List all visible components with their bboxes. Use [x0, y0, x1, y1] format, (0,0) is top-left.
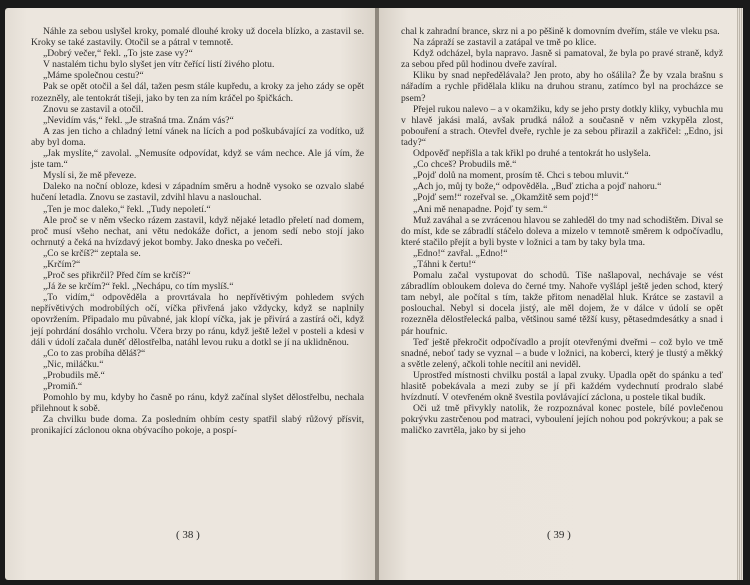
- paragraph: Teď ještě překročit odpočívadlo a projít otevřenými dveřmi – což bylo ve tmě snadné, neboť tady se vyznal – a bude v ložnici, na koberci, který je tlustý a měkký a světle zelený, ačkoli tohle necítil ani neviděl.: [401, 336, 723, 370]
- paragraph: Kliku by snad nepředělávala? Jen proto, aby ho ošálila? Že by vzala brašnu s nářadím a rychle přidělala kliku na druhou stranu, zatímco byl na procházce se psem?: [401, 70, 723, 104]
- paragraph: „Nevidím vás,“ řekl. „Je strašná tma. Znám vás?“: [43, 114, 234, 126]
- paragraph: Znovu se zastavil a otočil.: [43, 103, 144, 115]
- page-edges: [737, 8, 743, 580]
- paragraph: „Táhni k čertu!“: [413, 258, 476, 270]
- paragraph: V nastalém tichu bylo slyšet jen vítr čeřící listí živého plotu.: [43, 59, 275, 71]
- paragraph: „Edno!“ zavřal. „Edno!“: [413, 247, 508, 259]
- paragraph: „Ach jo, můj ty bože,“ odpověděla. „Buď zticha a pojď nahoru.“: [413, 181, 662, 193]
- paragraph: „Co chceš? Probudils mě.“: [413, 159, 517, 171]
- open-book: [5, 8, 743, 580]
- paragraph: Oči už tmě přivykly natolik, že rozpoznával konec postele, bílé povlečenou pokrývku zastrčenou pod matraci, vyboulení jejích nohou pod pokrývkou; a pak se maličko zavrtěla, jako by si jeho: [401, 403, 723, 437]
- paragraph: Daleko na noční obloze, kdesi v západním směru a hodně vysoko se ozvalo slabé hučení letadla. Znovu se zastavil, zdvihl hlavu a naslouchal.: [31, 181, 364, 204]
- left-page-text: [31, 26, 364, 436]
- paragraph: Pomalu začal vystupovat do schodů. Tiše našlapoval, nechávaje se vést zábradlím obloukem doleva do černé tmy. Nahoře vyšlápl ještě jeden schod, který tam nebyl, ale počítal s tím, takže přitom nenadělal hluk. Krátce se zastavil a poslouchal. Nebyl si docela jistý, ale měl dojem, že v dálce v údolí se opět rozezněla dělostřelecká palba, většinou samé těžší kusy, pětasedmdesátky a snad i pár houfnic.: [401, 270, 723, 337]
- paragraph: Když odcházel, byla napravo. Jasně si pamatoval, že byla po pravé straně, když za sebou před půl hodinou dveře zavíral.: [401, 48, 723, 71]
- right-page-text: [401, 26, 723, 436]
- left-page: [5, 8, 377, 580]
- paragraph: Muž zaváhal a se zvrácenou hlavou se zahleděl do tmy nad schodištěm. Dival se do míst, kde se zábradlí stáčelo doleva a mizelo v temnotě směrem k odpočívadlu, které stačilo přejít a byli byste v ložnici a tam by taky byla tma.: [401, 214, 723, 248]
- paragraph: Náhle za sebou uslyšel kroky, pomalé dlouhé kroky už docela blízko, a zastavil se. Kroky se také zastavily. Otočil se a pátral v temnotě.: [31, 26, 364, 49]
- paragraph: „To vidím,“ odpověděla a provrtávala ho nepřívětivým pohledem svých nepřívětivých modrobílých očí, víčka přivřená jako vždycky, když se naplnily opovržením. Připadalo mu půvabné, jak klopí víčka, jak je přivírá a zastírá oči, když její pohrdání dosáhlo vrcholu. Včera brzy po ránu, když ještě ležel v posteli a kdesi v dáli v údolí začala duněť dělostřelba, natáhl levou ruku a dotkl se jí na uklidněnou.: [31, 292, 364, 348]
- paragraph: Přejel rukou nalevo – a v okamžiku, kdy se jeho prsty dotkly kliky, vybuchla mu v hlavě jakási malá, avšak prudká nálož a současně v něm vzkypěla zlost, pobouření a strach. Otevřel dveře, rychle je za sebou přirazil a zakřičel: „Edno, jsi tady?“: [401, 103, 723, 148]
- paragraph: chal k zahradní brance, skrz ni a po pěšině k domovním dveřím, stále ve vleku psa.: [401, 26, 720, 37]
- paragraph: „Dobrý večer,“ řekl. „To jste zase vy?“: [43, 48, 193, 60]
- paragraph: Uprostřed místnosti chvilku postál a lapal zvuky. Upadla opět do spánku a teď hlasitě pobekávala a mezi zuby se jí při každém vydechnutí prodralo slabé hvízdnutí. V otevřeném okně švestila povlávající záclona, u postele tikal budík.: [401, 369, 723, 404]
- paragraph: Pak se opět otočil a šel dál, tažen pesm stále kupředu, a kroky za jeho zády se opět rozezněly, ale tentokrát tišeji, jako by ten za ním kráčel po špičkách.: [31, 81, 364, 104]
- paragraph: Na zápraží se zastavil a zatápal ve tmě po klice.: [413, 37, 597, 49]
- paragraph: „Máme společnou cestu?“: [43, 70, 144, 82]
- right-page: [379, 8, 743, 580]
- paragraph: „Co se krčíš?“ zeptala se.: [43, 247, 141, 259]
- paragraph: Myslí si, že mě převeze.: [43, 170, 137, 182]
- paragraph: „Co to zas probíha děláš?“: [43, 347, 146, 359]
- paragraph: „Promiň.“: [43, 381, 83, 392]
- paragraph: „Pojď sem!“ rozeřval se. „Okamžitě sem pojď!“: [413, 192, 599, 204]
- paragraph: „Proč ses přikrčil? Před čím se krčíš?“: [43, 270, 191, 282]
- paragraph: Ale proč se v něm všecko rázem zastavil, když nějaké letadlo přeletí nad domem, proč musí všeho nechat, ani větu nedokáže dořict, a jenom sedí nebo stojí jako ochrnutý a čeká na hvízdavý jekot bomby. Jako dneska po večeři.: [31, 214, 364, 248]
- left-page-number: ( 38 ): [176, 529, 200, 541]
- paragraph: Za chvilku bude doma. Za posledním ohbím cesty spatřil slabý růžový přísvit, pronikající záclonou okna obývacího pokoje, a pospí-: [31, 414, 364, 437]
- paragraph: „Ten je moc daleko,“ řekl. „Tudy nepoletí.“: [43, 203, 211, 215]
- paragraph: „Pojď dolů na moment, prosím tě. Chci s tebou mluvit.“: [413, 170, 629, 182]
- paragraph: „Nic, miláčku.“: [43, 358, 104, 370]
- paragraph: „Já že se krčím?“ řekl. „Nechápu, co tím myslíš.“: [43, 281, 234, 293]
- paragraph: „Probudils mě.“: [43, 369, 105, 381]
- paragraph: A zas jen ticho a chladný letní vánek na lících a pod poškubávající za vodítko, už aby byl doma.: [31, 125, 364, 148]
- right-page-number: ( 39 ): [547, 529, 571, 541]
- paragraph: Pomohlo by mu, kdyby ho časně po ránu, když začínal slyšet dělostřelbu, nechala přilehnout k sobě.: [31, 392, 364, 415]
- paragraph: Odpověď nepřišla a tak křikl po druhé a tentokrát ho uslyšela.: [413, 148, 651, 160]
- paragraph: „Krčím?“: [43, 258, 81, 270]
- paragraph: „Ani mě nenapadne. Pojď ty sem.“: [413, 203, 548, 215]
- paragraph: „Jak myslíte,“ zavolal. „Nemusíte odpovídat, když se vám nechce. Ale já vím, že jste tam.“: [31, 148, 364, 171]
